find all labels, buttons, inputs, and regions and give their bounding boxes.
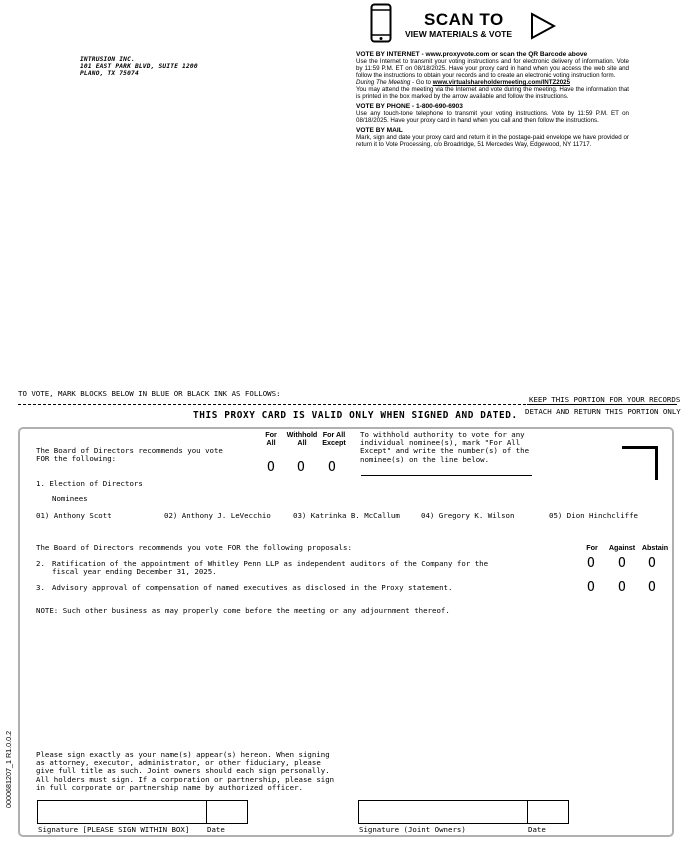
meeting-label: During The Meeting: [356, 79, 411, 86]
for-all-oval[interactable]: O: [267, 460, 275, 475]
col-abstain: Abstain: [641, 543, 669, 552]
detach-dashed-line: [18, 404, 526, 405]
keep-portion-rule: [527, 404, 677, 405]
joint-signature-box[interactable]: [358, 800, 528, 824]
board-recommends-all: The Board of Directors recommends you vote FOR the following:: [36, 446, 223, 464]
proposal-2-text: Ratification of the appointment of Whitley Penn LLP as independent auditors of the Company for the fiscal year ending December 31, 2025.: [52, 559, 489, 577]
valid-notice: THIS PROXY CARD IS VALID ONLY WHEN SIGNED AND DATED.: [193, 410, 518, 421]
meeting-url-link[interactable]: www.virtualshareholdermeeting.com/INTZ2025: [432, 79, 571, 86]
scan-subtitle: VIEW MATERIALS & VOTE: [405, 29, 513, 39]
detach-return-label: DETACH AND RETURN THIS PORTION ONLY: [525, 407, 681, 416]
phone-body: Use any touch-tone telephone to transmit your voting instructions. Vote by 11:59 P.M. ET on 08/18/2025. Have your proxy card in hand when you call and then follow the instructions.: [356, 110, 629, 124]
proposal-3-against-oval[interactable]: O: [618, 580, 626, 595]
joint-signature-label: Signature (Joint Owners): [359, 825, 466, 834]
meeting-goto: - Go to: [410, 79, 433, 86]
proposal-3-num: 3.: [36, 583, 45, 592]
internet-body: Use the Internet to transmit your voting instructions and for electronic delivery of information. Vote by 11:59 P.M. ET on 08/18/2025. Have your proxy card in hand when you access the web site and follow the instructions to obtain your records and to create an electronic voting instruction form.: [356, 58, 629, 79]
board-recommends-proposals: The Board of Directors recommends you vote FOR the following proposals:: [36, 543, 352, 552]
nominee-item: 04) Gregory K. Wilson: [421, 511, 515, 520]
keep-portion-label: KEEP THIS PORTION FOR YOUR RECORDS: [529, 395, 681, 404]
nominee-item: 05) Dion Hinchcliffe: [549, 511, 638, 520]
nominees-label: Nominees: [52, 494, 88, 503]
nominee-item: 02) Anthony J. LeVecchio: [164, 511, 271, 520]
proposal-3-text: Advisory approval of compensation of named executives as disclosed in the Proxy statement.: [52, 583, 453, 592]
col-withhold-all: Withhold All: [286, 430, 318, 447]
proposal-2-num: 2.: [36, 559, 45, 568]
item-1-title: 1. Election of Directors: [36, 479, 143, 488]
signature-box[interactable]: [37, 800, 207, 824]
joint-date-box[interactable]: [527, 800, 569, 824]
sign-instructions: Please sign exactly as your name(s) appear(s) hereon. When signing as attorney, executor, administrator, or other fiduciary, please give full title as such. Joint owners should each sign personally. All holders must sign. If a corporation or partnership, please sign in full corporate or partnership name by authorized officer.: [36, 750, 335, 792]
side-document-code: 0000681207_1 R1.0.0.2: [4, 730, 13, 808]
internet-heading: VOTE BY INTERNET - www.proxyvote.com or scan the QR Barcode above: [356, 51, 588, 58]
company-address-line1: 101 EAST PARK BLVD, SUITE 1200: [80, 63, 198, 70]
scan-title: SCAN TO: [424, 10, 504, 29]
mail-body: Mark, sign and date your proxy card and return it in the postage-paid envelope we have provided or return it to Vote Processing, c/o Broadridge, 51 Mercedes Way, Edgewood, NY 11717.: [356, 134, 629, 148]
company-address-line2: PLANO, TX 75074: [80, 70, 139, 77]
proposal-3-for-oval[interactable]: O: [587, 580, 595, 595]
date-box[interactable]: [206, 800, 248, 824]
phone-icon: [370, 3, 392, 43]
proposal-2-against-oval[interactable]: O: [618, 556, 626, 571]
proposal-2-abstain-oval[interactable]: O: [648, 556, 656, 571]
proposal-3-abstain-oval[interactable]: O: [648, 580, 656, 595]
col-for-all: For All: [265, 430, 277, 447]
joint-date-label: Date: [528, 825, 546, 834]
play-arrow-icon: [530, 12, 556, 40]
col-against: Against: [608, 543, 636, 552]
for-all-except-oval[interactable]: O: [328, 460, 336, 475]
date-label: Date: [207, 825, 225, 834]
phone-heading: VOTE BY PHONE - 1-800-690-6903: [356, 103, 463, 110]
proposal-2-for-oval[interactable]: O: [587, 556, 595, 571]
withhold-all-oval[interactable]: O: [297, 460, 305, 475]
withhold-write-line[interactable]: [361, 475, 532, 476]
col-for-all-except: For All Except: [322, 430, 346, 447]
company-name: INTRUSION INC.: [80, 56, 135, 63]
meeting-line: [356, 79, 629, 86]
note-text: NOTE: Such other business as may properly come before the meeting or any adjournment thereof.: [36, 606, 450, 615]
nominee-item: 01) Anthony Scott: [36, 511, 112, 520]
mail-heading: VOTE BY MAIL: [356, 127, 403, 134]
nominee-item: 03) Katrinka B. McCallum: [293, 511, 400, 520]
corner-mark: [622, 446, 658, 480]
to-vote-instruction: TO VOTE, MARK BLOCKS BELOW IN BLUE OR BLACK INK AS FOLLOWS:: [18, 389, 281, 398]
voting-instructions: [356, 51, 629, 148]
col-for: For: [586, 543, 598, 552]
meeting-body: You may attend the meeting via the Internet and vote during the meeting. Have the information that is printed in the box marked by the arrow available and follow the instructions.: [356, 86, 629, 100]
company-address: [80, 56, 198, 77]
withhold-instruction: To withhold authority to vote for any individual nominee(s), mark "For All Except" and write the number(s) of the nominee(s) on the line below.: [360, 430, 530, 464]
signature-label: Signature [PLEASE SIGN WITHIN BOX]: [38, 825, 190, 834]
